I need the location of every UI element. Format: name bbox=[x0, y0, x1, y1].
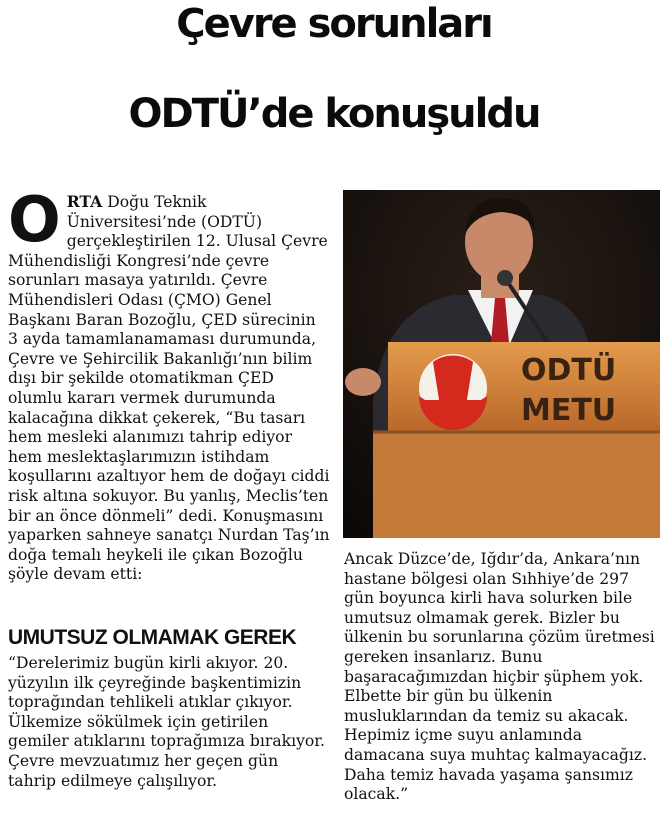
drop-cap: O bbox=[8, 183, 61, 256]
lead-caps: RTA bbox=[66, 192, 103, 211]
headline-line-2: ODTÜ’de konuşuldu bbox=[128, 91, 540, 137]
paragraph-3-text: Ancak Düzce’de, Iğdır’da, Ankara’nın hastane bölgesi olan Sıhhiye’de 297 gün boyunca kirli hava solurken bile umutsuz olmamak gerek. Bizler bu ülkenin bu sorunlarına çözüm üretmesi gereken insanlarız. Bunu başaracağımızdan hiçbir şüphem yok. Elbette bir gün bu ülkenin musluklarından da temiz su akacak. Hepimiz içme suyu anlamında damacana suya muhtaç kalmayacağız. Daha temiz havada yaşama şansımız olacak.” bbox=[344, 550, 655, 804]
podium-text-odtu: ODTÜ bbox=[521, 353, 617, 388]
speaker-photo-illustration bbox=[343, 190, 660, 538]
paragraph-2 bbox=[8, 654, 330, 791]
podium-text-metu: METU bbox=[521, 393, 617, 428]
subheading: UMUTSUZ OLMAMAK GEREK bbox=[8, 626, 297, 649]
speaker-photo bbox=[343, 190, 660, 538]
speaker-hand bbox=[345, 368, 381, 396]
microphone bbox=[497, 270, 513, 286]
paragraph-2-text: “Derelerimiz bugün kirli akıyor. 20. yüzyılın ilk çeyreğinde başkentimizin toprağından tehlikeli atıklar çıkıyor. Ülkemize sökülmek için getirilen gemiler atıklarını toprağımıza bırakıyor. Çevre mevzuatımız her geçen gün tahrip edilmeye çalışılıyor. bbox=[8, 654, 325, 790]
lead-text: Doğu Teknik Üniversitesi’nde (ODTÜ) gerçekleştirilen 12. Ulusal Çevre Mühendisliği Kongresi’nde çevre sorunları masaya yatırıldı. Çevre Mühendisleri Odası (ÇMO) Genel Başkanı Baran Bozoğlu, ÇED sürecinin 3 ayda tamamlanamaması durumunda, Çevre ve Şehircilik Bakanlığı’nın bilim dışı bir şekilde otomatikman ÇED olumlu kararı vermek durumunda kalacağına dikkat çekerek, “Bu tasarı hem mesleki alanımızı tahrip ediyor hem meslektaşlarımızın istihdam koşullarını azaltıyor hem de doğayı ciddi risk altına sokuyor. Bu yanlış, Meclis’ten bir an önce dönmeli” dedi. Konuşmasını yaparken sahneye sanatçı Nurdan Taş’ın doğa temalı heykeli ile çıkan Bozoğlu şöyle devam etti: bbox=[8, 193, 330, 584]
headline-line-1: Çevre sorunları bbox=[176, 1, 492, 47]
paragraph-3 bbox=[344, 550, 662, 805]
lead-paragraph bbox=[8, 183, 330, 585]
podium-front bbox=[373, 432, 660, 538]
